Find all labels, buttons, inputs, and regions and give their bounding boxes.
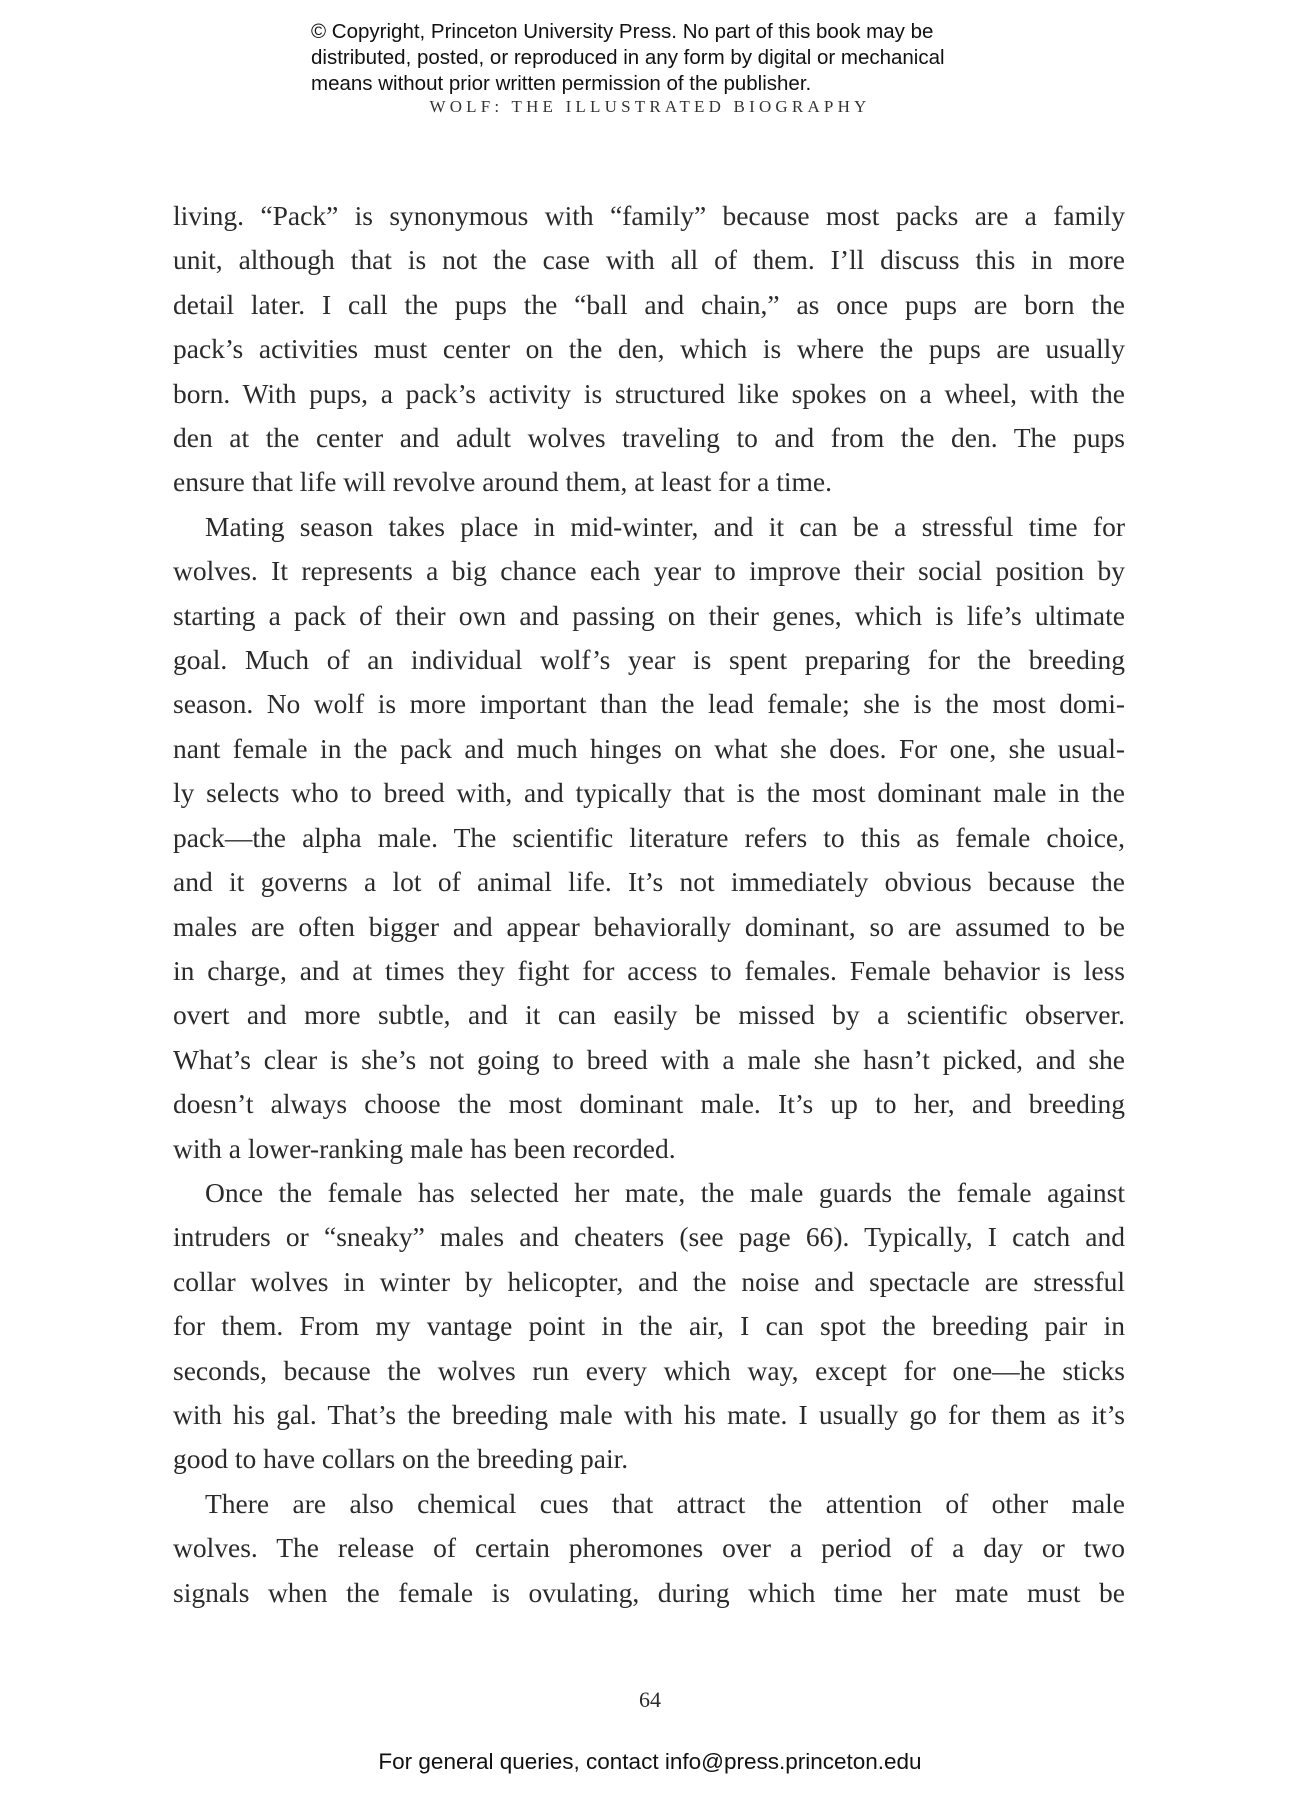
text-line: living. “Pack” is synonymous with “family” because most packs are a family (173, 200, 1125, 231)
text-line: detail later. I call the pups the “ball and chain,” as once pups are born the (173, 288, 1125, 320)
text-line: Once the female has selected her mate, the male guards the female against (205, 1176, 1125, 1208)
text-line: collar wolves in winter by helicopter, and the noise and spectacle are stressful (173, 1265, 1125, 1297)
text-line: signals when the female is ovulating, during which time her mate must be (173, 1576, 1125, 1608)
text-line: good to have collars on the breeding pair. (173, 1443, 629, 1475)
paragraph-1 (173, 194, 1125, 505)
copyright-line: means without prior written permission of the publisher. (311, 72, 812, 95)
text-line: born. With pups, a pack’s activity is structured like spokes on a wheel, with the (173, 377, 1125, 409)
copyright-notice (311, 19, 1031, 97)
text-line: nant female in the pack and much hinges on what she does. For one, she usual- (173, 732, 1125, 764)
text-line: starting a pack of their own and passing on their genes, which is life’s ultimate (173, 599, 1125, 631)
paragraph-4 (173, 1482, 1125, 1615)
text-line: pack—the alpha male. The scientific literature refers to this as female choice, (173, 821, 1125, 853)
paragraph-2 (173, 505, 1125, 1171)
text-line: unit, although that is not the case with all of them. I’ll discuss this in more (173, 244, 1125, 276)
text-line: There are also chemical cues that attract the attention of other male (205, 1487, 1125, 1519)
text-line: ly selects who to breed with, and typically that is the most dominant male in the (173, 777, 1125, 809)
text-line: ensure that life will revolve around them, at least for a time. (173, 466, 833, 498)
text-line: with a lower-ranking male has been recorded. (173, 1132, 676, 1164)
text-line: in charge, and at times they fight for access to females. Female behavior is less (173, 954, 1125, 986)
text-line: wolves. It represents a big chance each year to improve their social position by (173, 555, 1125, 587)
text-line: males are often bigger and appear behaviorally dominant, so are assumed to be (173, 910, 1125, 942)
text-line: overt and more subtle, and it can easily be missed by a scientific observer. (173, 999, 1125, 1031)
copyright-line: © Copyright, Princeton University Press. No part of this book may be (311, 20, 934, 43)
text-line: Mating season takes place in mid-winter, and it can be a stressful time for (205, 510, 1125, 542)
text-line: den at the center and adult wolves traveling to and from the den. The pups (173, 422, 1125, 454)
body-text (173, 194, 1125, 1615)
text-line: intruders or “sneaky” males and cheaters (see page 66). Typically, I catch and (173, 1221, 1125, 1253)
text-line: and it governs a lot of animal life. It’s not immediately obvious because the (173, 866, 1125, 898)
footer-contact: For general queries, contact info@press.princeton.edu (378, 1749, 922, 1774)
text-line: pack’s activities must center on the den, which is where the pups are usually (173, 333, 1125, 365)
text-line: doesn’t always choose the most dominant male. It’s up to her, and breeding (173, 1088, 1125, 1120)
page-number: 64 (639, 1687, 661, 1712)
text-line: with his gal. That’s the breeding male with his mate. I usually go for them as it’s (173, 1398, 1125, 1430)
text-line: for them. From my vantage point in the air, I can spot the breeding pair in (173, 1310, 1125, 1342)
text-line: What’s clear is she’s not going to breed with a male she hasn’t picked, and she (173, 1043, 1125, 1075)
text-line: wolves. The release of certain pheromones over a period of a day or two (173, 1532, 1125, 1564)
running-head: WOLF: THE ILLUSTRATED BIOGRAPHY (429, 97, 871, 116)
text-line: goal. Much of an individual wolf’s year is spent preparing for the breeding (173, 644, 1125, 676)
text-line: seconds, because the wolves run every which way, except for one—he sticks (173, 1354, 1125, 1386)
text-line: season. No wolf is more important than the lead female; she is the most domi- (173, 688, 1125, 720)
copyright-line: distributed, posted, or reproduced in any form by digital or mechanical (311, 46, 945, 69)
paragraph-3 (173, 1171, 1125, 1482)
